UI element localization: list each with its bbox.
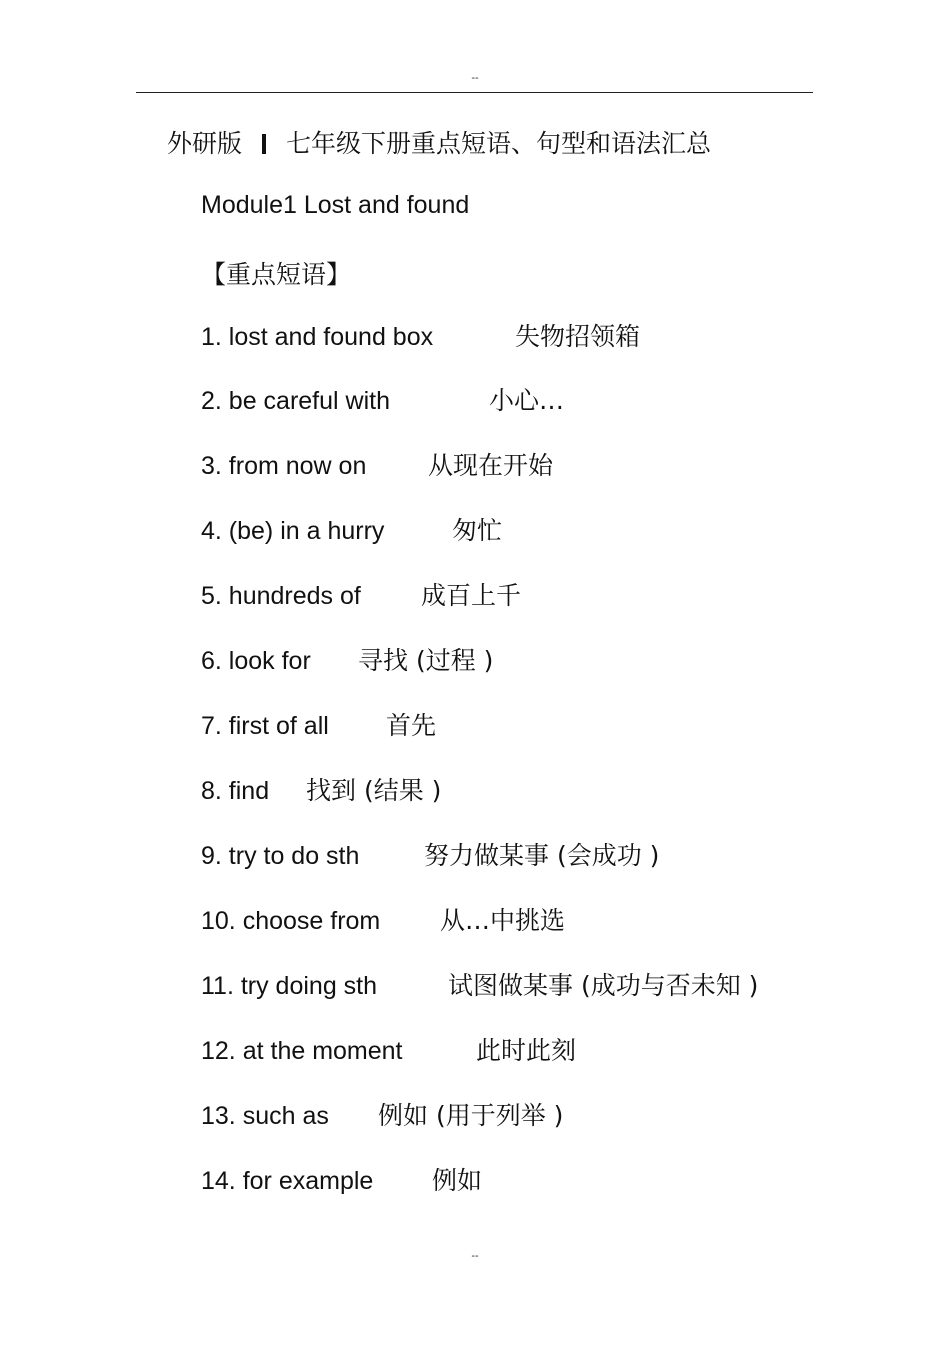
phrase-english: 6. look for xyxy=(201,647,311,675)
phrase-english: 11. try doing sth xyxy=(201,972,378,1000)
phrase-chinese: 首先 xyxy=(386,711,437,740)
phrase-english: 5. hundreds of xyxy=(201,582,361,610)
phrase-chinese: 从现在开始 xyxy=(428,451,554,480)
phrase-item xyxy=(201,1036,577,1066)
phrase-item xyxy=(201,906,566,936)
module-heading: Module1 Lost and found xyxy=(201,191,470,219)
phrase-item xyxy=(201,451,554,481)
phrase-item xyxy=(201,776,442,806)
phrase-chinese: 失物招领箱 xyxy=(515,322,641,351)
page-title xyxy=(167,124,711,160)
phrase-item xyxy=(201,322,641,352)
phrase-english: 13. such as xyxy=(201,1102,329,1130)
phrase-chinese: 匆忙 xyxy=(452,516,503,545)
phrase-chinese: 例如 xyxy=(432,1166,483,1195)
phrase-item xyxy=(201,516,503,546)
phrase-item xyxy=(201,841,660,871)
phrase-chinese: 成百上千 xyxy=(421,581,522,610)
phrase-english: 8. find xyxy=(201,777,270,805)
phrase-item xyxy=(201,711,437,741)
section-heading: 【重点短语】 xyxy=(201,260,352,289)
phrase-chinese: 试图做某事 (成功与否未知 ) xyxy=(448,971,759,1000)
title-separator xyxy=(262,134,266,154)
phrase-english: 1. lost and found box xyxy=(201,323,434,351)
phrase-chinese: 小心… xyxy=(489,386,565,415)
phrase-chinese: 寻找 (过程 ) xyxy=(358,646,494,675)
phrase-english: 3. from now on xyxy=(201,452,367,480)
title-subject: 七年级下册重点短语、句型和语法汇总 xyxy=(286,129,712,158)
header-mark: -- xyxy=(471,72,479,84)
phrase-item xyxy=(201,1101,564,1131)
phrase-item xyxy=(201,581,522,611)
phrase-item xyxy=(201,1166,483,1196)
phrase-english: 14. for example xyxy=(201,1167,374,1195)
phrase-english: 4. (be) in a hurry xyxy=(201,517,385,545)
title-publisher: 外研版 xyxy=(167,129,243,158)
phrase-chinese: 例如 (用于列举 ) xyxy=(378,1101,564,1130)
phrase-english: 12. at the moment xyxy=(201,1037,403,1065)
phrase-english: 10. choose from xyxy=(201,907,381,935)
footer-mark: -- xyxy=(471,1250,479,1262)
phrase-item xyxy=(201,971,759,1001)
phrase-chinese: 从…中挑选 xyxy=(440,906,566,935)
phrase-chinese: 找到 (结果 ) xyxy=(306,776,442,805)
phrase-english: 9. try to do sth xyxy=(201,842,360,870)
phrase-english: 7. first of all xyxy=(201,712,329,740)
phrase-chinese: 努力做某事 (会成功 ) xyxy=(424,841,660,870)
phrase-english: 2. be careful with xyxy=(201,387,390,415)
phrase-chinese: 此时此刻 xyxy=(476,1036,577,1065)
header-rule xyxy=(136,92,813,93)
phrase-item xyxy=(201,386,565,416)
phrase-item xyxy=(201,646,494,676)
